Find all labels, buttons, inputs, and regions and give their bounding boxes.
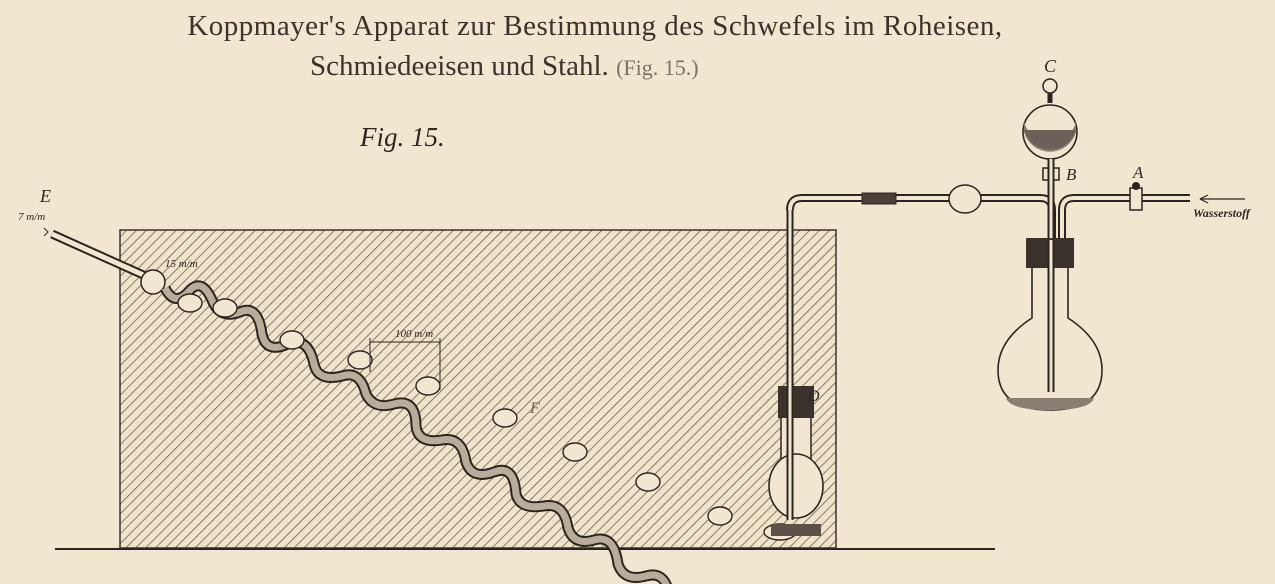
label-d: D — [808, 388, 820, 405]
label-hydrogen: Wasserstoff — [1193, 206, 1250, 220]
label-measure-spacing: 100 m/m — [395, 328, 434, 340]
label-f: F — [530, 400, 540, 417]
reaction-flask — [998, 238, 1102, 410]
plate-title-line-1: Koppmayer's Apparat zur Bestimmung des Schwefels im Roheisen, — [187, 10, 1003, 42]
label-measure-bulb: 15 m/m — [165, 258, 198, 270]
plate-title-line-2 — [310, 50, 699, 83]
plate-title-figref: (Fig. 15.) — [616, 55, 699, 80]
plate-title-text: Schmiedeeisen und Stahl. — [310, 50, 609, 82]
label-e: E — [40, 186, 51, 206]
label-a: A — [1133, 163, 1144, 182]
label-measure-tube: 7 m/m — [18, 211, 46, 223]
label-b: B — [1066, 165, 1077, 184]
figure-label: Fig. 15. — [360, 122, 445, 152]
hydrogen-inlet-a — [1062, 182, 1245, 290]
label-c: C — [1044, 56, 1057, 76]
water-bath — [120, 230, 836, 548]
